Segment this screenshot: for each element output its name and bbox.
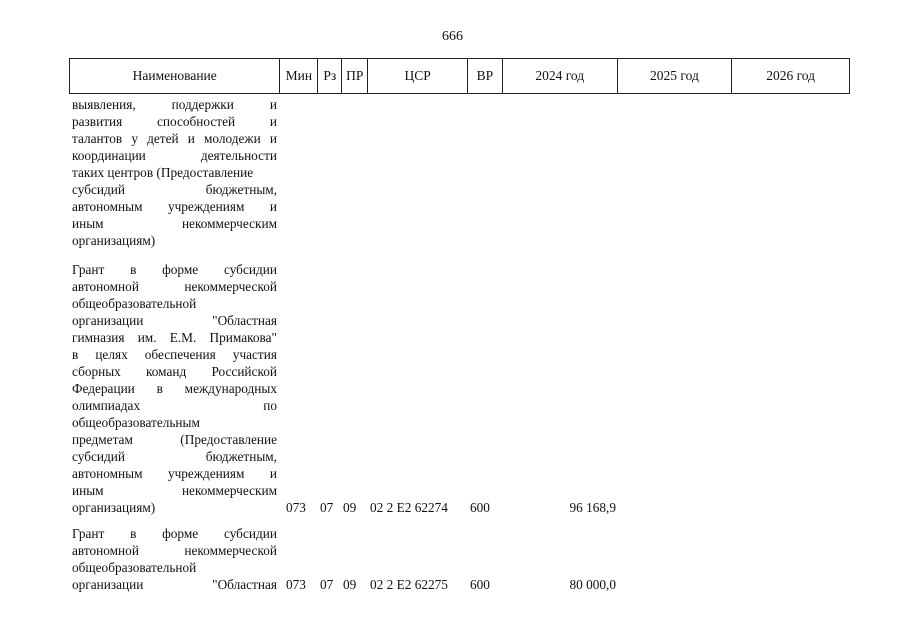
page-number: 666 <box>442 29 463 44</box>
word: субсидий <box>72 182 125 197</box>
row-text-line: общеобразовательной <box>72 296 197 311</box>
cell-min: 073 <box>286 577 306 592</box>
word: деятельности <box>200 148 277 163</box>
row-text-line <box>72 215 277 232</box>
word: выявления, <box>72 97 136 112</box>
cell-pr: 09 <box>343 500 357 515</box>
cell-vr: 600 <box>470 500 490 515</box>
word: детей <box>147 131 179 146</box>
word: предметам <box>72 432 133 447</box>
row-text-line <box>72 431 277 448</box>
row-text-line <box>72 346 277 363</box>
word: субсидии <box>223 526 277 541</box>
word: и <box>269 114 277 129</box>
word: и <box>269 199 277 214</box>
header-csr: ЦСР <box>368 59 468 93</box>
word: по <box>263 398 277 413</box>
row-text-line: таких центров (Предоставление <box>72 165 254 180</box>
word: им. <box>137 330 157 345</box>
header-2025: 2025 год <box>618 59 733 93</box>
table-row <box>72 96 277 249</box>
header-2024: 2024 год <box>503 59 618 93</box>
table-header <box>69 58 850 94</box>
word: некоммерческим <box>181 216 277 231</box>
word: в <box>130 262 137 277</box>
row-text-line: общеобразовательным <box>72 415 200 430</box>
row-text-line: организациям) <box>72 500 156 515</box>
row-text-line <box>72 363 277 380</box>
word: и <box>269 466 277 481</box>
row-text-line: общеобразовательной <box>72 560 197 575</box>
word: в <box>156 381 163 396</box>
table-row <box>72 261 277 516</box>
word: субсидий <box>72 449 125 464</box>
word: развития <box>72 114 123 129</box>
row-text-line: организациям) <box>72 233 156 248</box>
word: автономной <box>72 279 139 294</box>
row-text-line <box>72 147 277 164</box>
word: и <box>187 131 195 146</box>
row-text-line <box>72 113 277 130</box>
cell-min: 073 <box>286 500 306 515</box>
word: поддержки <box>171 97 234 112</box>
word: Грант <box>72 526 105 541</box>
word: (Предоставление <box>180 432 277 447</box>
word: иным <box>72 483 104 498</box>
word: Е.М. <box>169 330 197 345</box>
row-text-line <box>72 542 277 559</box>
word: бюджетным, <box>205 449 277 464</box>
header-min: Мин <box>280 59 318 93</box>
cell-pr: 09 <box>343 577 357 592</box>
word: автономным <box>72 199 143 214</box>
cell-2024: 96 168,9 <box>569 500 616 515</box>
cell-csr: 02 2 Е2 62275 <box>370 577 448 592</box>
word: в <box>72 347 79 362</box>
cell-rz: 07 <box>320 500 334 515</box>
row-text-line <box>72 130 277 147</box>
header-2026: 2026 год <box>766 68 816 83</box>
cell-vr: 600 <box>470 577 490 592</box>
word: автономным <box>72 466 143 481</box>
word: "Областная <box>212 577 277 592</box>
row-text-line <box>72 576 277 593</box>
word: в <box>130 526 137 541</box>
word: у <box>131 131 138 146</box>
word: Грант <box>72 262 105 277</box>
row-text-line <box>72 278 277 295</box>
word: обеспечения <box>144 347 216 362</box>
row-text-line <box>72 96 277 113</box>
row-text-line <box>72 397 277 414</box>
row-text-line <box>72 261 277 278</box>
word: организации <box>72 577 144 592</box>
word: молодежи <box>203 131 261 146</box>
word: команд <box>146 364 187 379</box>
word: сборных <box>72 364 121 379</box>
cell-2024: 80 000,0 <box>569 577 616 592</box>
word: учреждениям <box>167 466 245 481</box>
cell-csr: 02 2 Е2 62274 <box>370 500 448 515</box>
header-vr: ВР <box>468 59 503 93</box>
word: форме <box>162 526 199 541</box>
word: бюджетным, <box>205 182 277 197</box>
word: субсидии <box>223 262 277 277</box>
word: некоммерческой <box>184 543 277 558</box>
word: некоммерческим <box>181 483 277 498</box>
word: некоммерческой <box>184 279 277 294</box>
word: участия <box>232 347 277 362</box>
word: целях <box>95 347 128 362</box>
word: гимназия <box>72 330 125 345</box>
word: олимпиадах <box>72 398 141 413</box>
word: способностей <box>156 114 236 129</box>
word: Примакова" <box>209 330 277 345</box>
word: автономной <box>72 543 139 558</box>
word: Российской <box>211 364 277 379</box>
word: "Областная <box>212 313 277 328</box>
word: организации <box>72 313 144 328</box>
header-name: Наименование <box>70 59 280 93</box>
header-rz: Рз <box>318 59 342 93</box>
row-text-line <box>72 380 277 397</box>
header-pr: ПР <box>342 59 368 93</box>
word: иным <box>72 216 104 231</box>
row-text-line <box>72 482 277 499</box>
row-text-line <box>72 465 277 482</box>
word: международных <box>184 381 277 396</box>
word: учреждениям <box>167 199 245 214</box>
word: и <box>269 97 277 112</box>
row-text-line <box>72 329 277 346</box>
word: талантов <box>72 131 123 146</box>
word: форме <box>162 262 199 277</box>
row-text-line <box>72 198 277 215</box>
row-text-line <box>72 448 277 465</box>
word: координации <box>72 148 146 163</box>
word: и <box>269 131 277 146</box>
row-text-line <box>72 525 277 542</box>
row-text-line <box>72 312 277 329</box>
word: Федерации <box>72 381 135 396</box>
cell-rz: 07 <box>320 577 334 592</box>
row-text-line <box>72 181 277 198</box>
table-row <box>72 525 277 593</box>
